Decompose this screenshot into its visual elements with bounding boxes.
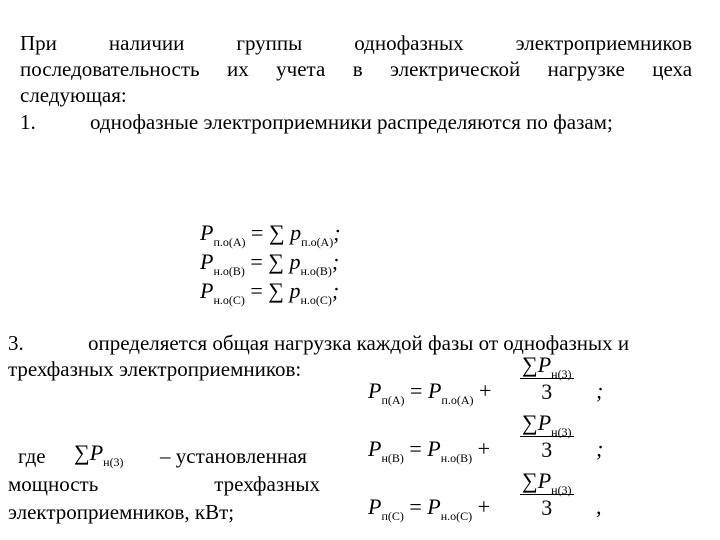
item-3-line-1: определяется общая нагрузка каждой фазы от однофазных и [88,331,630,355]
word: нагрузке [547,57,625,81]
formula-total-a-left: $P_{п(A)} = P_{п.о(A)}$ + [368,378,492,407]
formula-total-a-fraction: $\sum P_{н(3)}$ 3 [522,352,572,404]
formula-total-c-end: , [596,494,602,519]
word: учета [276,57,326,81]
note-gde: где [18,444,46,468]
word: мощность [8,472,99,496]
word: однофазных [354,31,464,55]
formula-total-b-fraction: $\sum P_{н(3)}$ 3 [522,410,572,462]
formula-total-c-left: $P_{п(C)} = P_{н.о(C)}$ + [368,494,491,523]
word: трехфазных [214,472,320,496]
word: группы [236,31,303,55]
word: последовательность [20,57,200,81]
word: При [20,31,57,55]
formula-total-b-left: $P_{н(B)} = P_{н.о(B)}$ + [368,436,491,465]
note-sum-symbol: $\sum P_{н(3)}$ [74,440,124,469]
word: их [227,57,249,81]
formula-phase-a: $P_{п.о(A)}$ = ∑ $p_{п.о(A)}$; [200,220,341,249]
item-1-number: 1. [20,110,36,134]
item-1-text: однофазные электроприемники распределяются по фазам; [90,110,613,134]
formula-phase-b: $P_{н.о(B)}$ = ∑ $p_{н.о(B)}$; [200,249,340,278]
paragraph-line-2 [20,56,692,82]
item-3-line-2: трехфазных электроприемников: [8,357,302,381]
word: наличии [108,31,185,55]
formula-phase-c: $P_{н.о(C)}$ = ∑ $p_{н.о(C)}$; [200,278,340,307]
formula-total-b-end: ; [596,436,604,461]
item-3-number: 3. [8,331,24,355]
note-line-3: электроприемников, кВт; [8,500,235,524]
note-line-2 [8,471,320,497]
paragraph-line-1 [20,30,692,56]
paragraph-line-3: следующая: [20,83,127,107]
note-dash-text: – установленная [160,444,307,468]
word: электроприемников [515,31,693,55]
word: в [352,57,363,81]
formula-total-c-fraction: $\sum P_{н(3)}$ 3 [522,468,572,520]
word: цеха [652,57,693,81]
word: электрической [390,57,521,81]
formula-total-a-end: ; [596,378,604,403]
